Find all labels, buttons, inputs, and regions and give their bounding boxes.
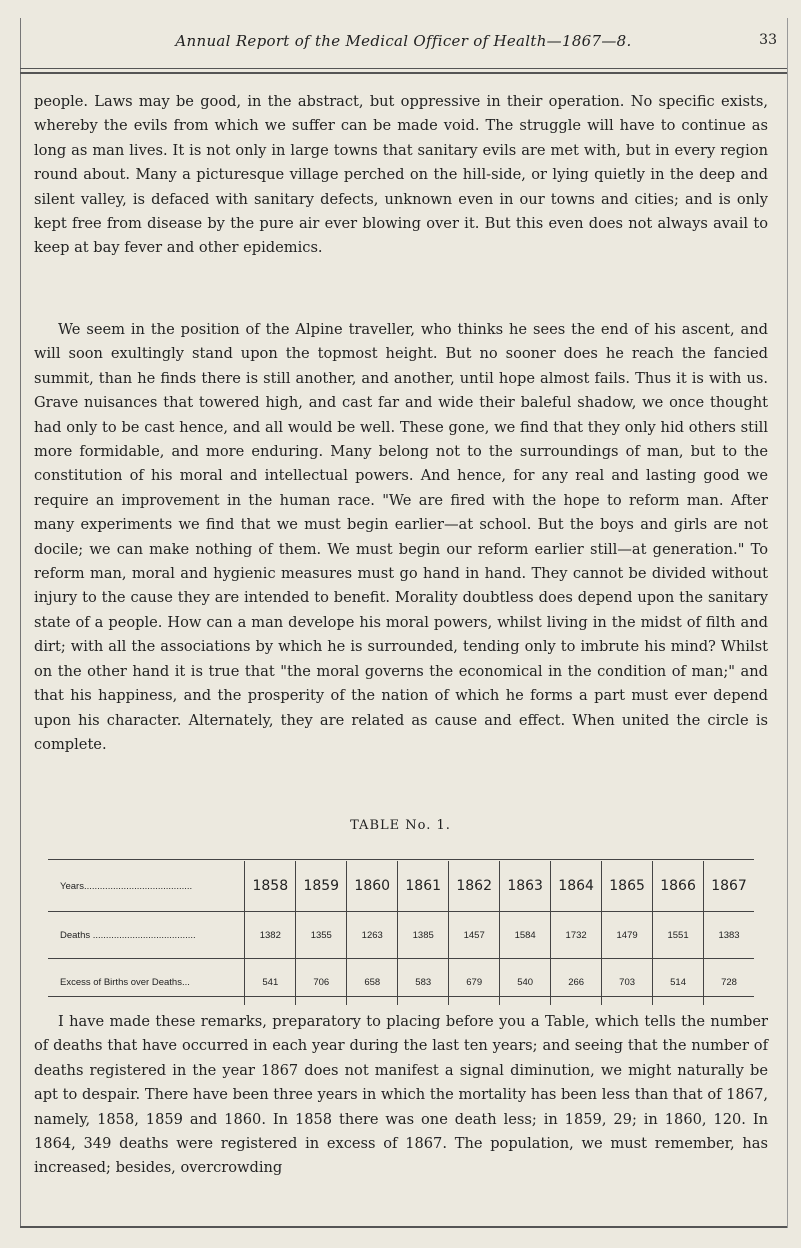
table-cell: 1457 <box>449 912 500 959</box>
table-cell: 679 <box>449 959 500 1006</box>
table-cell: 1858 <box>245 861 296 912</box>
row-label: Deaths ....................................... <box>48 912 245 959</box>
paragraph-2: We seem in the position of the Alpine traveller, who thinks he sees the end of his ascent, and will soon exultingly stand upon the topmost height. But no sooner does he reach the fancied summit, than he finds there is still another, and another, until hope almost fails. Thus it is with us. Grave nuisances that towered high, and cast far and wide their baleful shadow, we once thought had only to be cast hence, and all would be well. These gone, we find that they only hid others still more formidable, and more enduring. Many belong not to the surroundings of man, but to the constitution of his moral and intellectual powers. And hence, for any real and lasting good we require an improvement in the human race. "We are fired with the hope to reform man. After many experiments we find that we must begin earlier—at school. But the boys and girls are not docile; we can make nothing of them. We must begin our reform earlier still—at generation." To reform man, moral and hygienic measures must go hand in hand. They cannot be divided without injury to the cause they are intended to benefit. Morality doubtless does depend upon the sanitary state of a people. How can a man develope his moral powers, whilst living in the midst of filth and dirt; with all the associations by which he is surrounded, tending only to imbrute his mind? Whilst on the other hand it is true that "the moral governs the economical in the condition of man;" and that his happiness, and the prosperity of the nation of which he forms a part must ever depend upon his character. Alternately, they are related as cause and effect. When united the circle is complete. <box>34 321 768 753</box>
table-cell: 540 <box>500 959 551 1006</box>
table-cell: 266 <box>551 959 602 1006</box>
header-rule-double <box>20 72 787 74</box>
table-row-years <box>48 861 754 912</box>
row-label: Excess of Births over Deaths... <box>48 959 245 1006</box>
table-cell: 1863 <box>500 861 551 912</box>
running-header <box>20 30 787 54</box>
table-cell: 1867 <box>704 861 754 912</box>
left-border <box>20 18 21 1228</box>
table-cell: 728 <box>704 959 754 1006</box>
table-cell: 1584 <box>500 912 551 959</box>
table-cell: 514 <box>653 959 704 1006</box>
right-border <box>787 18 788 1228</box>
header-rule <box>20 68 787 69</box>
table-row-deaths <box>48 912 754 959</box>
table-cell: 1866 <box>653 861 704 912</box>
footer-rule <box>20 1226 787 1228</box>
table-cell: 1551 <box>653 912 704 959</box>
table-cell: 1732 <box>551 912 602 959</box>
deaths-table <box>48 861 754 1005</box>
header-title: Annual Report of the Medical Officer of Health—1867—8. <box>175 32 632 50</box>
table-cell: 1860 <box>347 861 398 912</box>
table-cell: 706 <box>296 959 347 1006</box>
paragraph-1: people. Laws may be good, in the abstract, but oppressive in their operation. No specific exists, whereby the evils from which we suffer can be made void. The struggle will have to continue as long as man lives. It is not only in large towns that sanitary evils are met with, but in every region round about. Many a picturesque village perched on the hill-side, or lying quietly in the deep and silent valley, is defaced with sanitary defects, unknown even in our towns and cities; and is only kept free from disease by the pure air ever blowing over it. But this even does not always avail to keep at bay fever and other epidemics. <box>34 93 768 257</box>
table-cell: 1383 <box>704 912 754 959</box>
table-cell: 1862 <box>449 861 500 912</box>
table-cell: 1479 <box>602 912 653 959</box>
table-cell: 658 <box>347 959 398 1006</box>
table-cell: 1864 <box>551 861 602 912</box>
table-cell: 1355 <box>296 912 347 959</box>
row-label: Years......................................... <box>60 880 193 892</box>
table-cell: 1382 <box>245 912 296 959</box>
page-number: 33 <box>759 32 777 48</box>
table-row-excess-births <box>48 959 754 1006</box>
table-cell: 703 <box>602 959 653 1006</box>
table-top-rule <box>48 859 754 860</box>
table-cell: 1861 <box>398 861 449 912</box>
table-bottom-rule <box>48 996 754 997</box>
table-cell: 541 <box>245 959 296 1006</box>
table-cell: 1263 <box>347 912 398 959</box>
paragraph-3: I have made these remarks, preparatory to placing before you a Table, which tells the number of deaths that have occurred in each year during the last ten years; and seeing that the number of deaths registered in the year 1867 does not manifest a signal diminution, we might naturally be apt to despair. There have been three years in which the mortality has been less than that of 1867, namely, 1858, 1859 and 1860. In 1858 there was one death less; in 1859, 29; in 1860, 120. In 1864, 349 deaths were registered in excess of 1867. The population, we must remember, has increased; besides, overcrowding <box>34 1013 768 1177</box>
table-cell: 1865 <box>602 861 653 912</box>
table-title: TABLE No. 1. <box>350 818 451 833</box>
table-cell: 1859 <box>296 861 347 912</box>
table-cell: 583 <box>398 959 449 1006</box>
table-cell: 1385 <box>398 912 449 959</box>
